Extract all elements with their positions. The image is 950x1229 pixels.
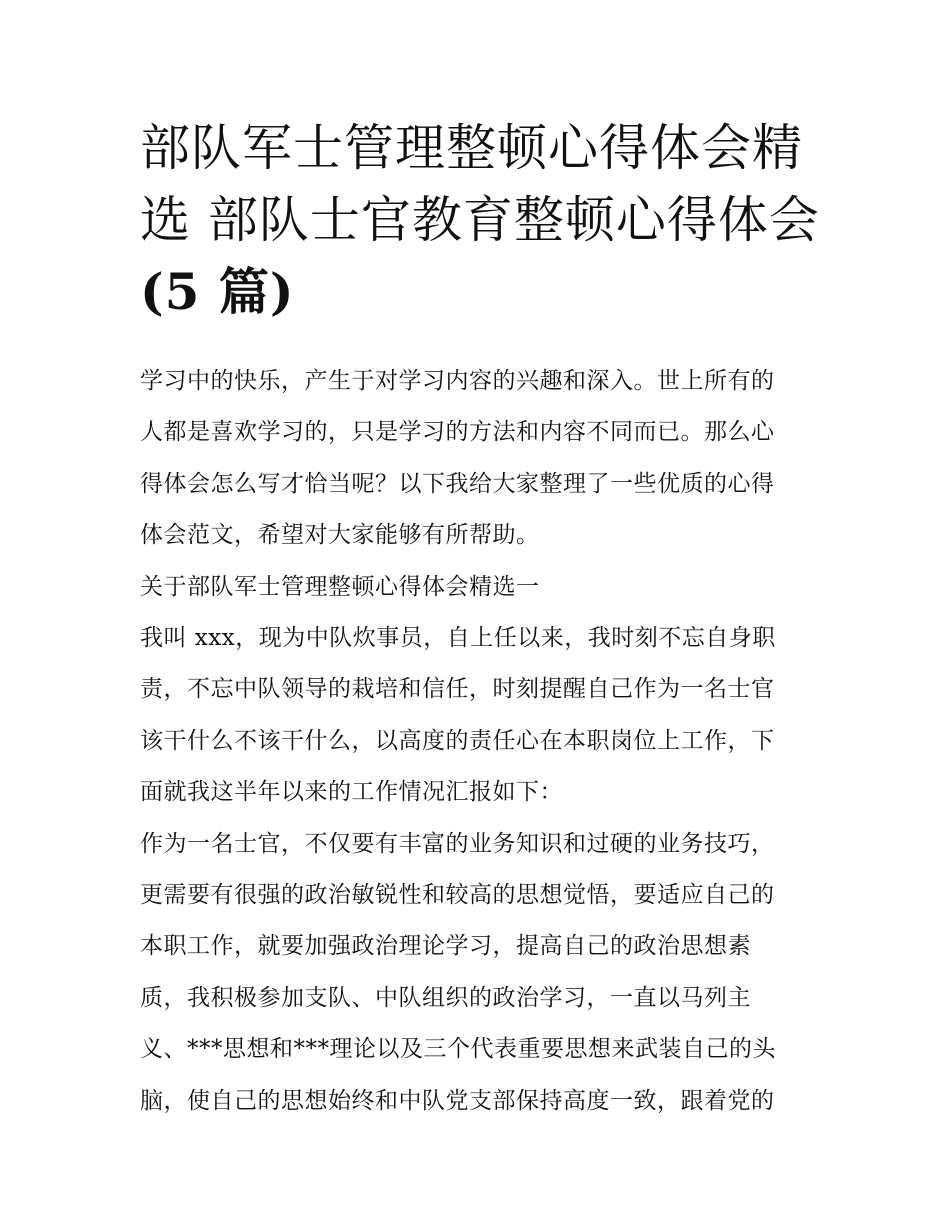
body-line: 学习中的快乐，产生于对学习内容的兴趣和深入。世上所有的 [140, 368, 775, 394]
body-line: 面就我这半年以来的工作情况汇报如下： [140, 779, 563, 806]
body-line: 义、***思想和***理论以及三个代表重要思想来武装自己的头 [140, 1036, 776, 1063]
title-line: (5 篇) [140, 262, 295, 321]
document-title [140, 112, 820, 328]
body-line: 本职工作，就要加强政治理论学习，提高自己的政治思想素 [140, 933, 751, 960]
body-line: 质，我积极参加支队、中队组织的政治学习，一直以马列主 [140, 984, 751, 1011]
body-line: 我叫 xxx，现为中队炊事员，自上任以来，我时刻不忘自身职 [140, 625, 776, 652]
body-line: 人都是喜欢学习的，只是学习的方法和内容不同而已。那么心 [140, 419, 775, 446]
body-line: 该干什么不该干什么，以高度的责任心在本职岗位上工作，下 [140, 727, 775, 754]
body-line: 体会范文，希望对大家能够有所帮助。 [140, 522, 540, 549]
body-line: 作为一名士官，不仅要有丰富的业务知识和过硬的业务技巧， [140, 830, 775, 857]
document-body [140, 356, 820, 1127]
body-line: 脑，使自己的思想始终和中队党支部保持高度一致，跟着党的 [140, 1087, 775, 1114]
section-heading: 关于部队军士管理整顿心得体会精选一 [140, 573, 540, 600]
body-line: 得体会怎么写才恰当呢？以下我给大家整理了一些优质的心得 [140, 470, 775, 497]
body-line: 责，不忘中队领导的栽培和信任，时刻提醒自己作为一名士官 [140, 676, 775, 703]
body-line: 更需要有很强的政治敏锐性和较高的思想觉悟，要适应自己的 [140, 882, 775, 909]
title-line: 选 部队士官教育整顿心得体会 [140, 191, 820, 249]
title-line: 部队军士管理整顿心得体会精 [140, 119, 803, 177]
